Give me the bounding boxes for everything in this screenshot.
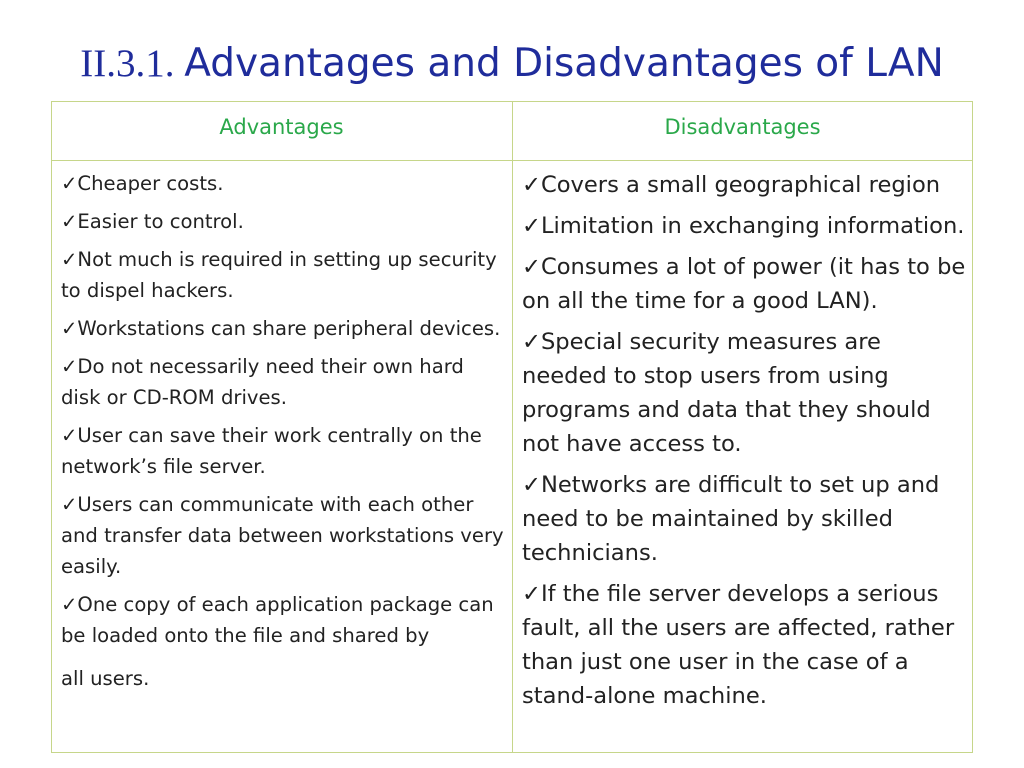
checkmark-icon: ✓ (522, 254, 541, 280)
disadvantage-text: Networks are difficult to set up and need to be maintained by skilled technicians. (522, 472, 940, 566)
disadvantage-item (522, 468, 966, 570)
advantage-item (61, 420, 507, 482)
checkmark-icon: ✓ (61, 424, 78, 447)
disadvantages-header: Disadvantages (664, 115, 821, 139)
checkmark-icon: ✓ (61, 172, 78, 195)
checkmark-icon: ✓ (61, 248, 78, 271)
checkmark-icon: ✓ (61, 593, 78, 616)
advantage-text: Workstations can share peripheral devices. (77, 317, 501, 340)
checkmark-icon: ✓ (61, 317, 78, 340)
disadvantage-text: Consumes a lot of power (it has to be on all the time for a good LAN). (522, 254, 966, 314)
advantage-text: Not much is required in setting up security to dispel hackers. (61, 248, 497, 302)
disadvantage-text: If the file server develops a serious fault, all the users are affected, rather than just one user in the case of a stand-alone machine. (522, 581, 955, 709)
checkmark-icon: ✓ (61, 493, 78, 516)
checkmark-icon: ✓ (522, 213, 541, 239)
advantage-text: all users. (61, 667, 150, 690)
disadvantage-item (522, 325, 966, 461)
advantage-text: Users can communicate with each other and transfer data between workstations very easily. (61, 493, 504, 578)
advantage-text: Easier to control. (77, 210, 244, 233)
disadvantages-list (522, 168, 966, 720)
disadvantage-text: Covers a small geographical region (540, 172, 941, 198)
checkmark-icon: ✓ (61, 355, 78, 378)
advantages-list (61, 168, 507, 701)
slide-title-number: II.3.1. (80, 42, 175, 85)
checkmark-icon: ✓ (522, 329, 541, 355)
advantage-text: One copy of each application package can be loaded onto the file and shared by (61, 593, 494, 647)
advantages-header: Advantages (219, 115, 344, 139)
checkmark-icon: ✓ (522, 172, 541, 198)
advantage-item (61, 168, 507, 199)
disadvantage-text: Special security measures are needed to stop users from using programs and data that they should not have access to. (522, 329, 931, 457)
slide-title (0, 36, 1024, 92)
checkmark-icon: ✓ (522, 581, 541, 607)
advantage-item (61, 244, 507, 306)
disadvantage-item (522, 168, 966, 202)
advantage-text: Cheaper costs. (77, 172, 224, 195)
advantage-text: Do not necessarily need their own hard disk or CD-ROM drives. (61, 355, 464, 409)
disadvantage-text: Limitation in exchanging information. (540, 213, 965, 239)
advantage-text: User can save their work centrally on the network’s file server. (61, 424, 482, 478)
checkmark-icon: ✓ (61, 210, 78, 233)
advantage-item-continuation (61, 663, 507, 694)
checkmark-icon: ✓ (522, 472, 541, 498)
advantage-item (61, 489, 507, 582)
advantage-item (61, 206, 507, 237)
advantage-item (61, 351, 507, 413)
disadvantage-item (522, 250, 966, 318)
disadvantage-item (522, 577, 966, 713)
disadvantage-item (522, 209, 966, 243)
advantage-item (61, 589, 507, 651)
slide-title-text: Advantages and Disadvantages of LAN (184, 41, 944, 86)
table-column-divider (512, 101, 513, 753)
advantage-item (61, 313, 507, 344)
